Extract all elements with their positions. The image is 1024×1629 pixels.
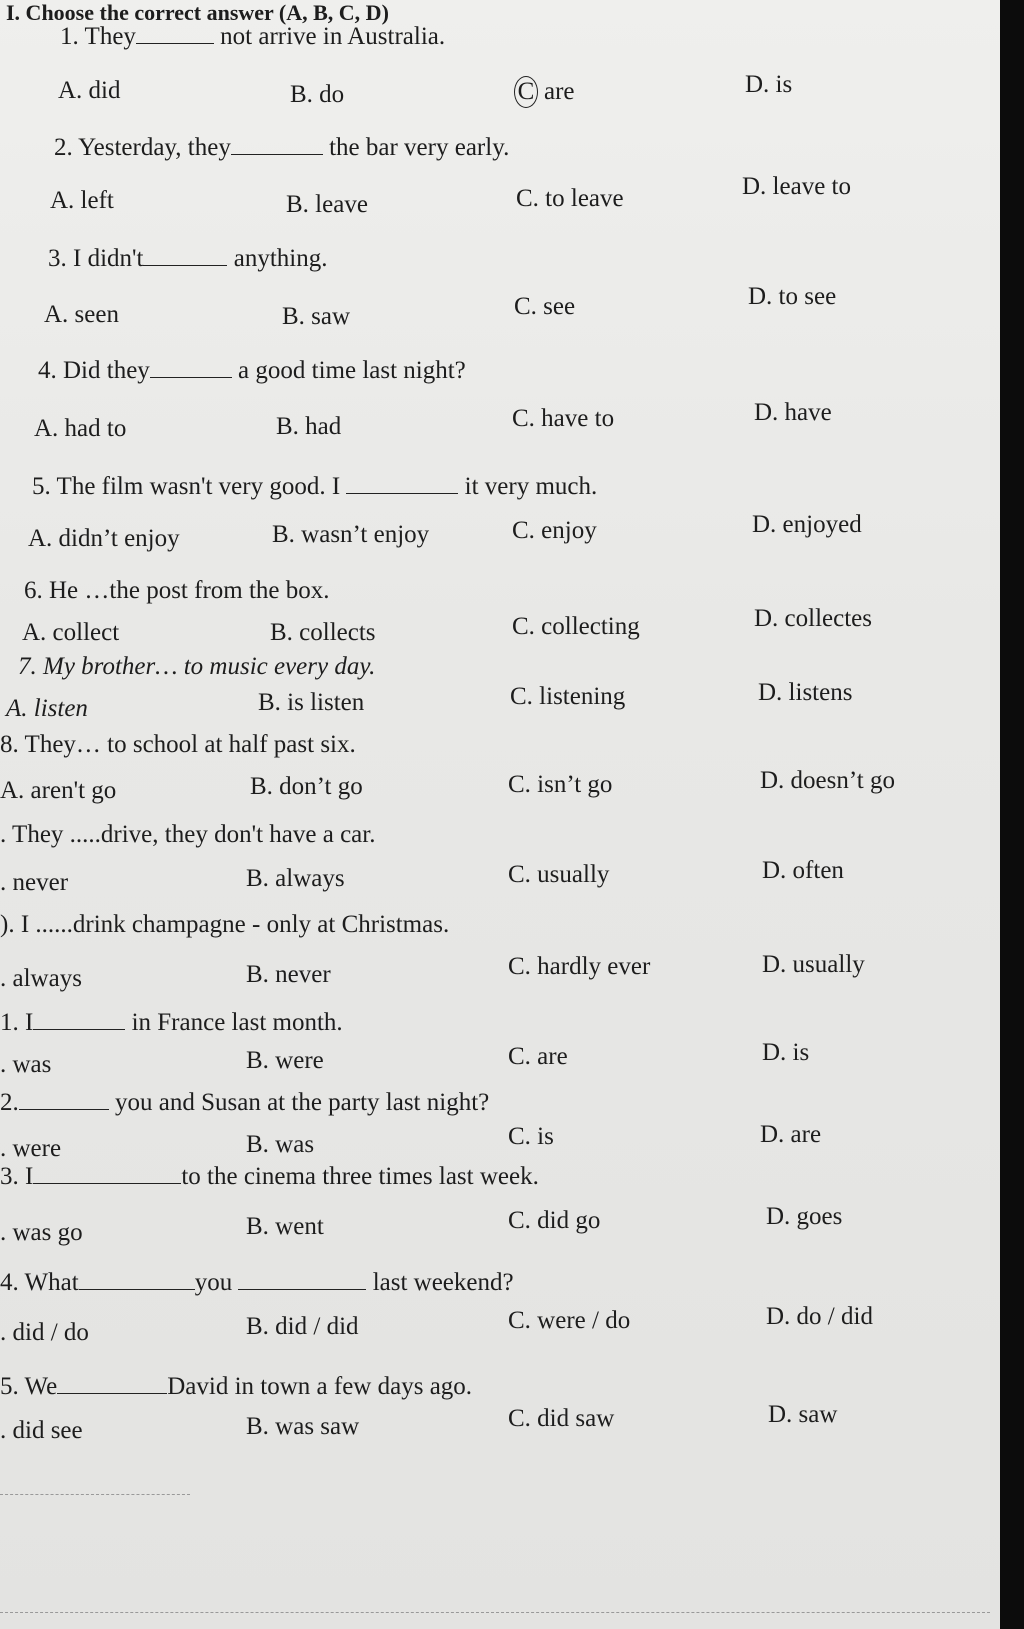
q4-option-b: B. had xyxy=(276,413,342,440)
q8-option-b: B. don’t go xyxy=(250,773,363,800)
q14-option-c: C. were / do xyxy=(508,1307,631,1334)
q6-option-b: B. collects xyxy=(270,619,376,646)
q3-option-c: C. see xyxy=(514,293,576,320)
q9-option-b: B. always xyxy=(246,865,345,892)
q5-option-c: C. enjoy xyxy=(512,517,597,544)
question-4: 4. Did they a good time last night? xyxy=(38,357,466,384)
q13-option-d: D. goes xyxy=(766,1203,843,1230)
page-edge-shadow xyxy=(1000,0,1024,1629)
q9-option-c: C. usually xyxy=(508,861,610,888)
q5-option-a: A. didn’t enjoy xyxy=(28,525,180,552)
q14-option-d: D. do / did xyxy=(766,1303,873,1330)
q11-option-b: B. were xyxy=(246,1047,324,1074)
q1-option-a: A. did xyxy=(58,77,121,104)
q11-option-a: . was xyxy=(0,1051,52,1078)
q4-option-d: D. have xyxy=(754,399,832,426)
question-11: 1. I in France last month. xyxy=(0,1009,343,1036)
q6-option-c: C. collecting xyxy=(512,613,640,640)
q12-option-d: D. are xyxy=(760,1121,822,1148)
answer-blank xyxy=(150,357,232,378)
question-3: 3. I didn't anything. xyxy=(48,245,328,272)
q1-option-b: B. do xyxy=(290,81,345,108)
question-6: 6. He …the post from the box. xyxy=(24,577,330,604)
q3-option-d: D. to see xyxy=(748,283,837,310)
answer-blank xyxy=(19,1089,109,1110)
circled-answer-mark: C xyxy=(514,76,538,108)
answer-blank xyxy=(57,1373,167,1394)
q10-option-a: . always xyxy=(0,965,82,992)
q2-option-a: A. left xyxy=(50,187,114,214)
question-12: 2. you and Susan at the party last night? xyxy=(0,1089,490,1116)
q8-option-d: D. doesn’t go xyxy=(760,767,895,794)
q4-option-c: C. have to xyxy=(512,405,615,432)
q10-option-d: D. usually xyxy=(762,951,865,978)
q13-option-c: C. did go xyxy=(508,1207,601,1234)
q7-option-c: C. listening xyxy=(510,683,626,710)
q5-option-b: B. wasn’t enjoy xyxy=(272,521,430,548)
question-5: 5. The film wasn't very good. I it very much. xyxy=(32,473,598,500)
q15-option-a: . did see xyxy=(0,1417,83,1444)
q14-option-a: . did / do xyxy=(0,1319,89,1346)
q7-option-d: D. listens xyxy=(758,679,853,706)
divider xyxy=(0,1494,190,1495)
q6-option-d: D. collectes xyxy=(754,605,873,632)
q7-option-b: B. is listen xyxy=(258,689,365,716)
question-10: ). I ......drink champagne - only at Christmas. xyxy=(0,911,450,938)
question-13: 3. I to the cinema three times last week. xyxy=(0,1163,539,1190)
q3-option-a: A. seen xyxy=(44,301,119,328)
q8-option-c: C. isn’t go xyxy=(508,771,613,798)
q4-option-a: A. had to xyxy=(34,415,127,442)
question-15: 5. We David in town a few days ago. xyxy=(0,1373,473,1400)
q14-option-b: B. did / did xyxy=(246,1313,359,1340)
q13-option-a: . was go xyxy=(0,1219,83,1246)
answer-blank xyxy=(79,1269,195,1290)
answer-blank xyxy=(231,134,323,155)
question-1: 1. They not arrive in Australia. xyxy=(60,23,446,50)
question-2: 2. Yesterday, they the bar very early. xyxy=(54,134,510,161)
q2-option-c: C. to leave xyxy=(516,185,624,212)
q13-option-b: B. went xyxy=(246,1213,324,1240)
q6-option-a: A. collect xyxy=(22,619,120,646)
q8-option-a: A. aren't go xyxy=(0,777,117,804)
question-14: 4. What you last weekend? xyxy=(0,1269,514,1296)
q1-option-c: C are xyxy=(514,76,575,108)
answer-blank xyxy=(136,23,214,44)
q15-option-c: C. did saw xyxy=(508,1405,615,1432)
q10-option-c: C. hardly ever xyxy=(508,953,651,980)
answer-blank xyxy=(238,1269,366,1290)
q1-option-d: D. is xyxy=(745,71,793,98)
q10-option-b: B. never xyxy=(246,961,331,988)
section-title: I. Choose the correct answer (A, B, C, D) xyxy=(6,0,389,25)
q15-option-b: B. was saw xyxy=(246,1413,360,1440)
q2-option-d: D. leave to xyxy=(742,173,851,200)
q12-option-a: . were xyxy=(0,1135,62,1162)
answer-blank xyxy=(143,245,227,266)
q11-option-d: D. is xyxy=(762,1039,810,1066)
answer-blank xyxy=(33,1009,125,1030)
q12-option-c: C. is xyxy=(508,1123,554,1150)
q2-option-b: B. leave xyxy=(286,191,368,218)
question-8: 8. They… to school at half past six. xyxy=(0,731,356,758)
q12-option-b: B. was xyxy=(246,1131,315,1158)
answer-blank xyxy=(346,473,458,494)
q11-option-c: C. are xyxy=(508,1043,568,1070)
answer-blank xyxy=(33,1163,181,1184)
divider xyxy=(0,1612,990,1613)
question-7: 7. My brother… to music every day. xyxy=(18,653,376,680)
q15-option-d: D. saw xyxy=(768,1401,838,1428)
q9-option-d: D. often xyxy=(762,857,844,884)
question-9: . They .....drive, they don't have a car. xyxy=(0,821,376,848)
q7-option-a: A. listen xyxy=(6,695,88,722)
q9-option-a: . never xyxy=(0,869,69,896)
q3-option-b: B. saw xyxy=(282,303,351,330)
q5-option-d: D. enjoyed xyxy=(752,511,862,538)
